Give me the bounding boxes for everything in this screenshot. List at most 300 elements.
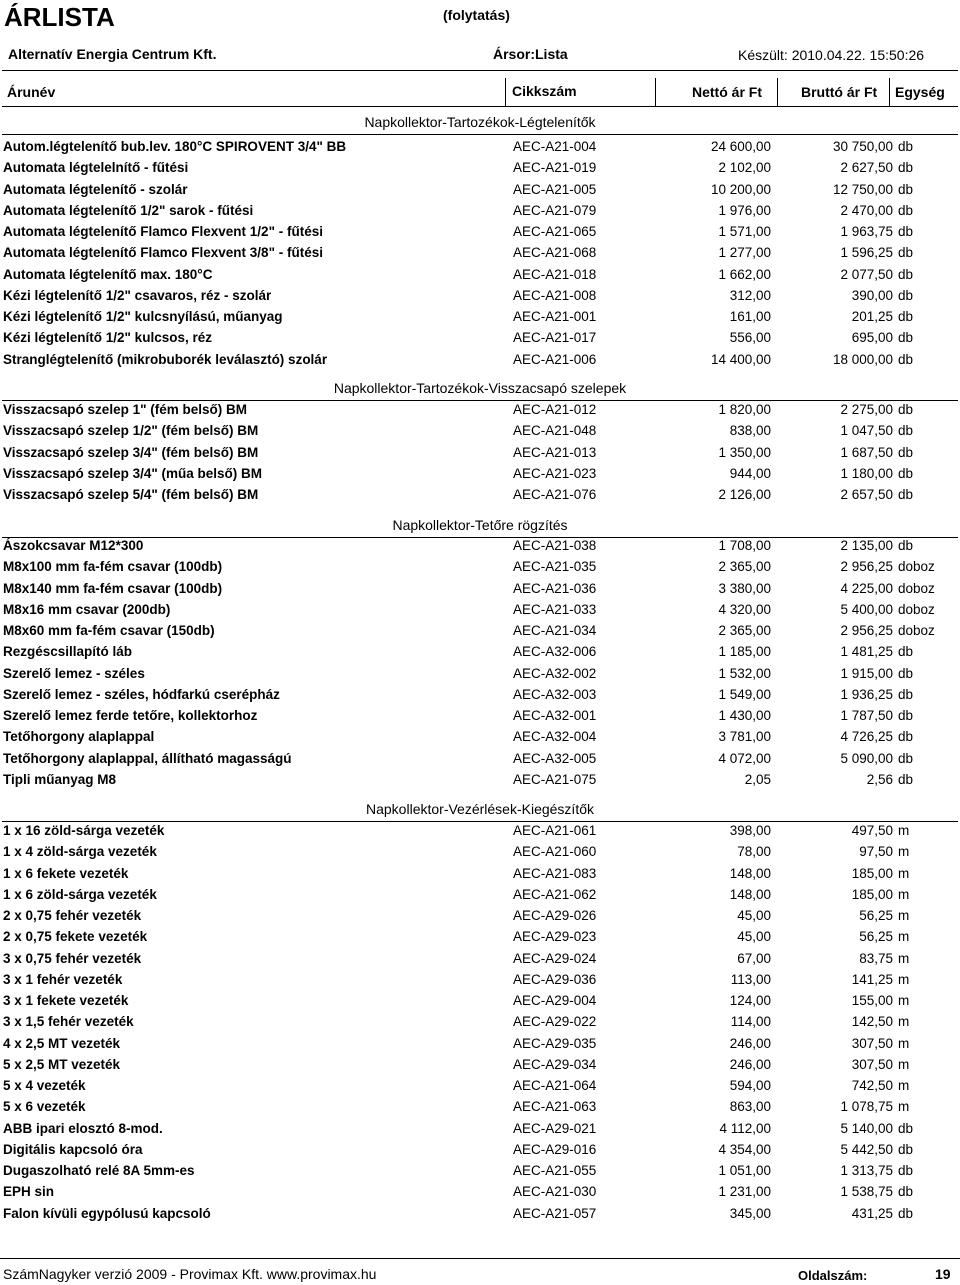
product-code: AEC-A21-018 xyxy=(513,266,597,282)
product-code: AEC-A21-057 xyxy=(513,1205,597,1221)
product-name: M8x60 mm fa-fém csavar (150db) xyxy=(3,623,215,638)
gross-price: 2 077,50 xyxy=(840,266,893,282)
unit: db xyxy=(898,402,914,417)
product-code: AEC-A21-008 xyxy=(513,287,597,303)
product-code: AEC-A32-003 xyxy=(513,686,597,702)
product-name: Kézi légtelenítő 1/2" kulcsnyílású, műanyag xyxy=(3,309,283,324)
column-header-name: Árunév xyxy=(7,84,56,100)
product-code: AEC-A29-036 xyxy=(513,971,597,987)
net-price: 148,00 xyxy=(729,886,771,902)
product-code: AEC-A21-064 xyxy=(513,1078,597,1093)
product-code: AEC-A21-076 xyxy=(513,487,597,502)
product-code: AEC-A29-016 xyxy=(513,1141,597,1157)
product-code: AEC-A21-068 xyxy=(513,245,597,261)
footer-rule xyxy=(0,1258,960,1259)
table-row xyxy=(0,729,960,749)
unit: db xyxy=(898,465,914,481)
net-price: 1 549,00 xyxy=(718,686,771,702)
gross-price: 30 750,00 xyxy=(832,139,893,154)
gross-price: 141,25 xyxy=(851,971,893,987)
product-name: Kézi légtelenítő 1/2" csavaros, réz - szolár xyxy=(3,287,272,303)
gross-price: 1 936,25 xyxy=(840,686,893,702)
product-code: AEC-A21-083 xyxy=(513,865,597,881)
table-row xyxy=(0,224,960,244)
unit: m xyxy=(898,950,910,966)
table-row xyxy=(0,751,960,771)
unit: db xyxy=(898,423,914,439)
net-price: 312,00 xyxy=(729,287,771,303)
product-name: 2 x 0,75 fekete vezeték xyxy=(3,929,148,945)
product-name: Szerelő lemez ferde tetőre, kollektorhoz xyxy=(3,708,258,723)
gross-price: 2 135,00 xyxy=(840,538,893,553)
product-name: Kézi légtelenítő 1/2" kulcsos, réz xyxy=(3,330,212,346)
table-row xyxy=(0,972,960,992)
gross-price: 307,50 xyxy=(851,1056,893,1072)
product-name: Visszacsapó szelep 5/4" (fém belső) BM xyxy=(3,487,259,502)
column-header-gross-price: Bruttó ár Ft xyxy=(801,84,878,100)
unit: db xyxy=(898,287,914,303)
net-price: 78,00 xyxy=(737,844,771,860)
gross-price: 1 481,25 xyxy=(840,644,893,660)
unit: db xyxy=(898,708,914,723)
column-header-net-price: Nettó ár Ft xyxy=(692,84,762,100)
price-list-name: Ársor:Lista xyxy=(493,46,568,62)
product-code: AEC-A21-034 xyxy=(513,623,597,638)
product-name: Stranglégtelenítő (mikrobuborék leválasztó) szolár xyxy=(3,351,328,367)
product-code: AEC-A29-004 xyxy=(513,993,597,1008)
product-code: AEC-A21-035 xyxy=(513,559,597,575)
product-code: AEC-A32-006 xyxy=(513,644,597,660)
product-code: AEC-A21-063 xyxy=(513,1099,597,1115)
unit: db xyxy=(898,202,914,218)
unit: db xyxy=(898,665,914,681)
unit: m xyxy=(898,971,910,987)
net-price: 14 400,00 xyxy=(710,351,771,367)
table-row xyxy=(0,1142,960,1162)
gross-price: 5 400,00 xyxy=(840,601,893,617)
section-header xyxy=(0,108,960,136)
table-row xyxy=(0,993,960,1013)
gross-price: 5 090,00 xyxy=(840,750,893,766)
table-row xyxy=(0,951,960,971)
unit: m xyxy=(898,993,910,1008)
gross-price: 2 657,50 xyxy=(840,487,893,502)
created-timestamp: Készült: 2010.04.22. 15:50:26 xyxy=(738,47,925,63)
unit: db xyxy=(898,644,914,660)
table-row xyxy=(0,687,960,707)
product-code: AEC-A21-061 xyxy=(513,823,597,838)
product-code: AEC-A21-005 xyxy=(513,181,597,197)
table-row xyxy=(0,182,960,202)
product-name: Ászokcsavar M12*300 xyxy=(3,538,144,553)
header-top-rule xyxy=(2,70,958,71)
unit: db xyxy=(898,1205,914,1221)
net-price: 113,00 xyxy=(730,971,771,987)
product-name: Autom.légtelenítő bub.lev. 180°C SPIROVENT 3/4" BB xyxy=(3,139,347,154)
table-row xyxy=(0,1099,960,1119)
gross-price: 4 726,25 xyxy=(840,729,893,745)
unit: m xyxy=(898,823,910,838)
table-row xyxy=(0,466,960,486)
product-code: AEC-A21-055 xyxy=(513,1163,597,1178)
gross-price: 56,25 xyxy=(859,908,893,923)
gross-price: 97,50 xyxy=(859,844,893,860)
product-name: Szerelő lemez - széles xyxy=(3,665,145,681)
table-row xyxy=(0,1014,960,1034)
unit: m xyxy=(898,1056,910,1072)
unit: db xyxy=(898,771,914,787)
table-row xyxy=(0,623,960,643)
table-row xyxy=(0,823,960,843)
column-header-unit: Egység xyxy=(895,84,945,100)
table-row xyxy=(0,1057,960,1077)
unit: db xyxy=(898,538,914,553)
gross-price: 5 140,00 xyxy=(840,1120,893,1136)
net-price: 838,00 xyxy=(729,423,771,439)
unit: db xyxy=(898,351,914,367)
unit: doboz xyxy=(898,580,935,596)
gross-price: 56,25 xyxy=(859,929,893,945)
table-row xyxy=(0,538,960,558)
unit: doboz xyxy=(898,559,935,575)
product-name: 3 x 1,5 fehér vezeték xyxy=(3,1014,134,1030)
gross-price: 695,00 xyxy=(851,330,893,346)
net-price: 4 112,00 xyxy=(719,1120,771,1136)
table-row xyxy=(0,1206,960,1226)
unit: db xyxy=(898,1120,914,1136)
product-name: EPH sin xyxy=(3,1184,55,1200)
table-row xyxy=(0,160,960,180)
product-name: M8x16 mm csavar (200db) xyxy=(3,601,171,617)
product-name: 1 x 6 zöld-sárga vezeték xyxy=(3,886,157,902)
table-row xyxy=(0,139,960,159)
product-name: 4 x 2,5 MT vezeték xyxy=(3,1035,121,1051)
gross-price: 1 596,25 xyxy=(840,245,893,261)
net-price: 2,05 xyxy=(744,771,771,787)
table-row xyxy=(0,267,960,287)
product-name: 5 x 2,5 MT vezeték xyxy=(3,1056,121,1072)
gross-price: 1 687,50 xyxy=(840,444,893,460)
gross-price: 742,50 xyxy=(851,1078,893,1093)
unit: db xyxy=(898,487,914,502)
product-code: AEC-A32-005 xyxy=(513,750,597,766)
unit: doboz xyxy=(898,601,935,617)
column-divider xyxy=(889,78,890,106)
product-name: Visszacsapó szelep 3/4" (műa belső) BM xyxy=(3,465,262,481)
section-title: Napkollektor-Tetőre rögzítés xyxy=(392,517,568,533)
product-name: Automata légtelenítő Flamco Flexvent 3/8" - fűtési xyxy=(3,245,323,261)
product-code: AEC-A21-006 xyxy=(513,351,597,367)
unit: m xyxy=(898,865,910,881)
product-name: 1 x 16 zöld-sárga vezeték xyxy=(3,823,165,838)
unit: m xyxy=(898,1078,910,1093)
product-code: AEC-A29-034 xyxy=(513,1056,597,1072)
net-price: 1 430,00 xyxy=(718,708,771,723)
product-code: AEC-A32-004 xyxy=(513,729,597,745)
product-code: AEC-A29-026 xyxy=(513,908,597,923)
unit: m xyxy=(898,844,910,860)
gross-price: 1 963,75 xyxy=(840,224,893,239)
net-price: 863,00 xyxy=(729,1099,771,1115)
gross-price: 497,50 xyxy=(851,823,893,838)
unit: m xyxy=(898,1099,910,1115)
product-code: AEC-A21-012 xyxy=(513,402,597,417)
section-rule xyxy=(2,400,958,401)
gross-price: 2,56 xyxy=(866,771,893,787)
product-name: Automata légtelenítő - szolár xyxy=(3,181,188,197)
net-price: 45,00 xyxy=(737,908,771,923)
product-name: Automata légtelelnítő - fűtési xyxy=(3,160,189,176)
net-price: 398,00 xyxy=(729,823,771,838)
net-price: 3 781,00 xyxy=(718,729,771,745)
table-row xyxy=(0,487,960,507)
net-price: 4 354,00 xyxy=(718,1141,771,1157)
gross-price: 185,00 xyxy=(851,886,893,902)
product-name: Falon kívüli egypólusú kapcsoló xyxy=(3,1205,211,1221)
product-code: AEC-A21-062 xyxy=(513,886,597,902)
unit: db xyxy=(898,245,914,261)
product-code: AEC-A21-004 xyxy=(513,139,597,154)
product-name: Tetőhorgony alaplappal xyxy=(3,729,155,745)
gross-price: 4 225,00 xyxy=(840,580,893,596)
net-price: 2 365,00 xyxy=(718,623,771,638)
table-row xyxy=(0,929,960,949)
net-price: 1 350,00 xyxy=(718,444,771,460)
net-price: 246,00 xyxy=(729,1056,771,1072)
product-code: AEC-A32-001 xyxy=(513,708,597,723)
product-code: AEC-A29-024 xyxy=(513,950,597,966)
product-name: 5 x 6 vezeték xyxy=(3,1099,86,1115)
net-price: 161,00 xyxy=(729,309,771,324)
company-name: Alternatív Energia Centrum Kft. xyxy=(8,46,217,62)
section-title: Napkollektor-Tartozékok-Légtelenítők xyxy=(364,114,596,130)
gross-price: 2 956,25 xyxy=(840,623,893,638)
product-code: AEC-A29-022 xyxy=(513,1014,597,1030)
gross-price: 185,00 xyxy=(851,865,893,881)
product-name: ABB ipari elosztó 8-mod. xyxy=(3,1120,163,1136)
column-divider xyxy=(777,78,778,106)
unit: db xyxy=(898,224,914,239)
gross-price: 155,00 xyxy=(851,993,893,1008)
product-code: AEC-A29-023 xyxy=(513,929,597,945)
gross-price: 1 313,75 xyxy=(840,1163,893,1178)
net-price: 944,00 xyxy=(729,465,771,481)
product-name: Rezgéscsillapító láb xyxy=(3,644,133,660)
unit: db xyxy=(898,1141,914,1157)
unit: m xyxy=(898,1014,910,1030)
net-price: 148,00 xyxy=(729,865,771,881)
net-price: 1 231,00 xyxy=(718,1184,771,1200)
product-code: AEC-A21-038 xyxy=(513,538,597,553)
net-price: 24 600,00 xyxy=(710,139,771,154)
section-header xyxy=(0,374,960,402)
net-price: 345,00 xyxy=(729,1205,771,1221)
net-price: 1 277,00 xyxy=(718,245,771,261)
product-code: AEC-A21-048 xyxy=(513,423,597,439)
table-row xyxy=(0,772,960,792)
table-row xyxy=(0,866,960,886)
product-code: AEC-A21-013 xyxy=(513,444,597,460)
product-code: AEC-A21-030 xyxy=(513,1184,597,1200)
product-code: AEC-A21-036 xyxy=(513,580,597,596)
product-name: Automata légtelenítő 1/2" sarok - fűtési xyxy=(3,202,254,218)
product-code: AEC-A21-075 xyxy=(513,771,597,787)
product-code: AEC-A21-001 xyxy=(513,309,597,324)
product-code: AEC-A21-019 xyxy=(513,160,597,176)
unit: db xyxy=(898,729,914,745)
product-name: 3 x 0,75 fehér vezeték xyxy=(3,950,142,966)
unit: db xyxy=(898,160,914,176)
net-price: 4 320,00 xyxy=(718,601,771,617)
product-code: AEC-A29-021 xyxy=(513,1120,597,1136)
product-name: 3 x 1 fehér vezeték xyxy=(3,971,123,987)
gross-price: 2 275,00 xyxy=(840,402,893,417)
section-title: Napkollektor-Tartozékok-Visszacsapó szelepek xyxy=(333,380,627,396)
gross-price: 2 956,25 xyxy=(840,559,893,575)
unit: db xyxy=(898,139,914,154)
net-price: 4 072,00 xyxy=(718,750,771,766)
table-row xyxy=(0,844,960,864)
product-name: 2 x 0,75 fehér vezeték xyxy=(3,908,142,923)
net-price: 1 662,00 xyxy=(718,266,771,282)
table-row xyxy=(0,708,960,728)
unit: doboz xyxy=(898,623,935,638)
net-price: 114,00 xyxy=(730,1014,771,1030)
unit: db xyxy=(898,181,914,197)
unit: m xyxy=(898,1035,910,1051)
table-row xyxy=(0,581,960,601)
gross-price: 1 915,00 xyxy=(840,665,893,681)
table-row xyxy=(0,288,960,308)
net-price: 594,00 xyxy=(729,1078,771,1093)
product-code: AEC-A21-017 xyxy=(513,330,597,346)
gross-price: 142,50 xyxy=(851,1014,893,1030)
product-name: Automata légtelenítő Flamco Flexvent 1/2" - fűtési xyxy=(3,224,323,239)
section-rule xyxy=(2,134,958,135)
product-name: Visszacsapó szelep 3/4" (fém belső) BM xyxy=(3,444,259,460)
product-code: AEC-A21-079 xyxy=(513,202,597,218)
table-row xyxy=(0,203,960,223)
product-code: AEC-A32-002 xyxy=(513,665,597,681)
gross-price: 1 538,75 xyxy=(840,1184,893,1200)
product-name: Automata légtelenítő max. 180°C xyxy=(3,266,213,282)
table-row xyxy=(0,1078,960,1098)
table-row xyxy=(0,309,960,329)
product-name: 3 x 1 fekete vezeték xyxy=(3,993,129,1008)
net-price: 246,00 xyxy=(729,1035,771,1051)
table-row xyxy=(0,352,960,372)
column-divider xyxy=(655,78,656,106)
table-row xyxy=(0,245,960,265)
gross-price: 201,25 xyxy=(851,309,893,324)
net-price: 2 102,00 xyxy=(718,160,771,176)
product-name: Tipli műanyag M8 xyxy=(3,771,117,787)
net-price: 1 051,00 xyxy=(718,1163,771,1178)
product-name: Digitális kapcsoló óra xyxy=(3,1141,143,1157)
product-name: 5 x 4 vezeték xyxy=(3,1078,86,1093)
product-code: AEC-A21-023 xyxy=(513,465,597,481)
page-subtitle: (folytatás) xyxy=(443,7,510,23)
product-code: AEC-A29-035 xyxy=(513,1035,597,1051)
net-price: 1 820,00 xyxy=(718,402,771,417)
product-name: Tetőhorgony alaplappal, állítható magasságú xyxy=(3,750,292,766)
net-price: 1 532,00 xyxy=(718,665,771,681)
unit: m xyxy=(898,886,910,902)
net-price: 10 200,00 xyxy=(710,181,771,197)
net-price: 2 126,00 xyxy=(718,487,771,502)
footer-page-label: Oldalszám: xyxy=(798,1268,868,1283)
gross-price: 12 750,00 xyxy=(832,181,893,197)
gross-price: 18 000,00 xyxy=(832,351,893,367)
gross-price: 5 442,50 xyxy=(840,1141,893,1157)
table-row xyxy=(0,602,960,622)
net-price: 556,00 xyxy=(729,330,771,346)
table-row xyxy=(0,445,960,465)
column-header-rule xyxy=(2,106,958,107)
footer-page-number: 19 xyxy=(935,1266,951,1282)
product-code: AEC-A21-060 xyxy=(513,844,597,860)
product-name: Dugaszolható relé 8A 5mm-es xyxy=(3,1163,195,1178)
product-name: Visszacsapó szelep 1" (fém belső) BM xyxy=(3,402,247,417)
net-price: 67,00 xyxy=(737,950,771,966)
gross-price: 83,75 xyxy=(859,950,893,966)
unit: db xyxy=(898,1163,914,1178)
net-price: 1 185,00 xyxy=(718,644,771,660)
table-row xyxy=(0,1184,960,1204)
table-row xyxy=(0,666,960,686)
page-title: ÁRLISTA xyxy=(4,2,115,32)
gross-price: 1 047,50 xyxy=(840,423,893,439)
table-row xyxy=(0,1036,960,1056)
net-price: 1 976,00 xyxy=(718,202,771,218)
footer-software-credit: SzámNagyker verzió 2009 - Provimax Kft. www.provimax.hu xyxy=(3,1266,377,1282)
gross-price: 2 470,00 xyxy=(840,202,893,218)
table-row xyxy=(0,1121,960,1141)
unit: db xyxy=(898,1184,914,1200)
product-name: M8x140 mm fa-fém csavar (100db) xyxy=(3,580,223,596)
product-name: 1 x 4 zöld-sárga vezeték xyxy=(3,844,157,860)
table-row xyxy=(0,402,960,422)
gross-price: 307,50 xyxy=(851,1035,893,1051)
section-rule xyxy=(2,821,958,822)
unit: m xyxy=(898,908,910,923)
unit: m xyxy=(898,929,910,945)
gross-price: 1 078,75 xyxy=(840,1099,893,1115)
gross-price: 1 180,00 xyxy=(840,465,893,481)
product-name: Szerelő lemez - széles, hódfarkú cserépház xyxy=(3,686,280,702)
unit: db xyxy=(898,444,914,460)
product-name: Visszacsapó szelep 1/2" (fém belső) BM xyxy=(3,423,259,439)
section-header xyxy=(0,511,960,539)
net-price: 1 708,00 xyxy=(718,538,771,553)
gross-price: 1 787,50 xyxy=(840,708,893,723)
table-row xyxy=(0,559,960,579)
table-row xyxy=(0,1163,960,1183)
gross-price: 431,25 xyxy=(851,1205,893,1221)
net-price: 45,00 xyxy=(737,929,771,945)
table-row xyxy=(0,908,960,928)
net-price: 2 365,00 xyxy=(718,559,771,575)
table-row xyxy=(0,644,960,664)
unit: db xyxy=(898,266,914,282)
section-title: Napkollektor-Vezérlések-Kiegészítők xyxy=(366,801,594,817)
net-price: 1 571,00 xyxy=(718,224,771,239)
table-row xyxy=(0,330,960,350)
section-header xyxy=(0,795,960,823)
unit: db xyxy=(898,330,914,346)
gross-price: 2 627,50 xyxy=(840,160,893,176)
table-row xyxy=(0,887,960,907)
